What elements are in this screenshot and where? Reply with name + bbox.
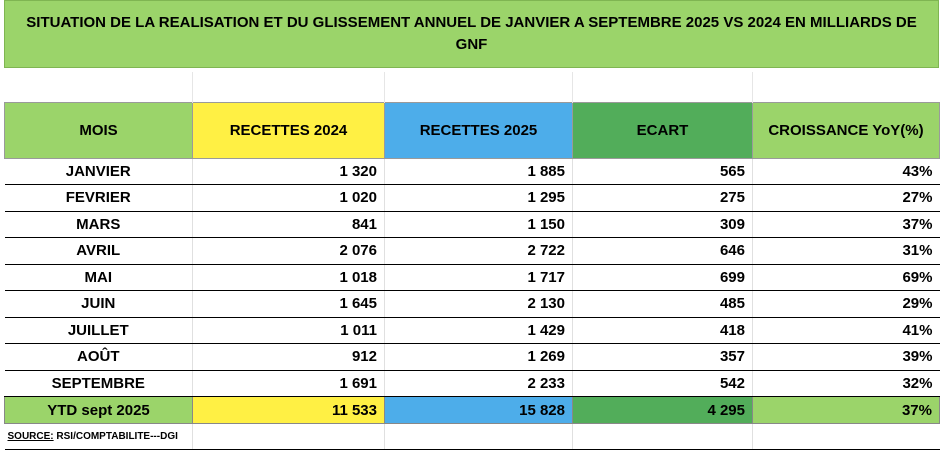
cell-mois: JANVIER: [5, 158, 193, 185]
cell-recettes-2024: 1 320: [193, 158, 385, 185]
spacer-cell: [385, 72, 573, 102]
header-mois: MOIS: [5, 102, 193, 158]
table-row: [5, 158, 940, 185]
cell-ecart: 542: [573, 370, 753, 397]
table-row: [5, 211, 940, 238]
cell-mois: JUILLET: [5, 317, 193, 344]
header-ecart: ECART: [573, 102, 753, 158]
cell-recettes-2025: 1 429: [385, 317, 573, 344]
cell-ecart: 418: [573, 317, 753, 344]
table-row: [5, 317, 940, 344]
cell-mois: AOÛT: [5, 344, 193, 371]
spacer-cell: [573, 72, 753, 102]
cell-ecart: 357: [573, 344, 753, 371]
empty-cell: [385, 424, 573, 450]
cell-recettes-2025: 1 885: [385, 158, 573, 185]
table-row: [5, 344, 940, 371]
cell-croissance: 27%: [753, 185, 940, 212]
total-recettes-2024: 11 533: [193, 397, 385, 424]
cell-recettes-2025: 1 150: [385, 211, 573, 238]
table-row: [5, 185, 940, 212]
total-croissance: 37%: [753, 397, 940, 424]
cell-recettes-2025: 1 295: [385, 185, 573, 212]
revenue-table: [4, 72, 940, 450]
cell-recettes-2024: 1 645: [193, 291, 385, 318]
source-note: [5, 424, 193, 450]
cell-recettes-2025: 1 269: [385, 344, 573, 371]
spacer-row: [5, 72, 940, 102]
cell-mois: MAI: [5, 264, 193, 291]
total-label: YTD sept 2025: [5, 397, 193, 424]
spacer-cell: [193, 72, 385, 102]
source-label: SOURCE:: [7, 431, 54, 442]
cell-recettes-2024: 1 018: [193, 264, 385, 291]
table-row: [5, 238, 940, 265]
cell-ecart: 646: [573, 238, 753, 265]
empty-cell: [193, 424, 385, 450]
cell-recettes-2024: 1 020: [193, 185, 385, 212]
cell-recettes-2024: 841: [193, 211, 385, 238]
cell-croissance: 41%: [753, 317, 940, 344]
spacer-cell: [5, 72, 193, 102]
cell-ecart: 485: [573, 291, 753, 318]
cell-croissance: 31%: [753, 238, 940, 265]
cell-mois: MARS: [5, 211, 193, 238]
cell-croissance: 39%: [753, 344, 940, 371]
cell-mois: JUIN: [5, 291, 193, 318]
cell-croissance: 69%: [753, 264, 940, 291]
cell-ecart: 565: [573, 158, 753, 185]
cell-ecart: 309: [573, 211, 753, 238]
table-row: [5, 264, 940, 291]
cell-ecart: 699: [573, 264, 753, 291]
table-title: SITUATION DE LA REALISATION ET DU GLISSEMENT ANNUEL DE JANVIER A SEPTEMBRE 2025 VS 2024 EN MILLIARDS DE GNF: [4, 0, 939, 68]
cell-recettes-2024: 1 011: [193, 317, 385, 344]
source-value: RSI/COMPTABILITE---DGI: [53, 431, 178, 442]
cell-mois: FEVRIER: [5, 185, 193, 212]
header-recettes-2025: RECETTES 2025: [385, 102, 573, 158]
cell-recettes-2025: 2 722: [385, 238, 573, 265]
cell-ecart: 275: [573, 185, 753, 212]
spacer-cell: [753, 72, 940, 102]
empty-cell: [573, 424, 753, 450]
cell-recettes-2025: 2 233: [385, 370, 573, 397]
total-ecart: 4 295: [573, 397, 753, 424]
cell-croissance: 29%: [753, 291, 940, 318]
cell-recettes-2024: 1 691: [193, 370, 385, 397]
empty-cell: [753, 424, 940, 450]
cell-recettes-2025: 1 717: [385, 264, 573, 291]
cell-recettes-2025: 2 130: [385, 291, 573, 318]
total-recettes-2025: 15 828: [385, 397, 573, 424]
header-recettes-2024: RECETTES 2024: [193, 102, 385, 158]
table-row: [5, 291, 940, 318]
cell-recettes-2024: 912: [193, 344, 385, 371]
header-row: [5, 102, 940, 158]
cell-croissance: 43%: [753, 158, 940, 185]
header-croissance: CROISSANCE YoY(%): [753, 102, 940, 158]
cell-mois: SEPTEMBRE: [5, 370, 193, 397]
cell-croissance: 32%: [753, 370, 940, 397]
total-row: [5, 397, 940, 424]
cell-mois: AVRIL: [5, 238, 193, 265]
cell-croissance: 37%: [753, 211, 940, 238]
table-row: [5, 370, 940, 397]
source-row: [5, 424, 940, 450]
cell-recettes-2024: 2 076: [193, 238, 385, 265]
